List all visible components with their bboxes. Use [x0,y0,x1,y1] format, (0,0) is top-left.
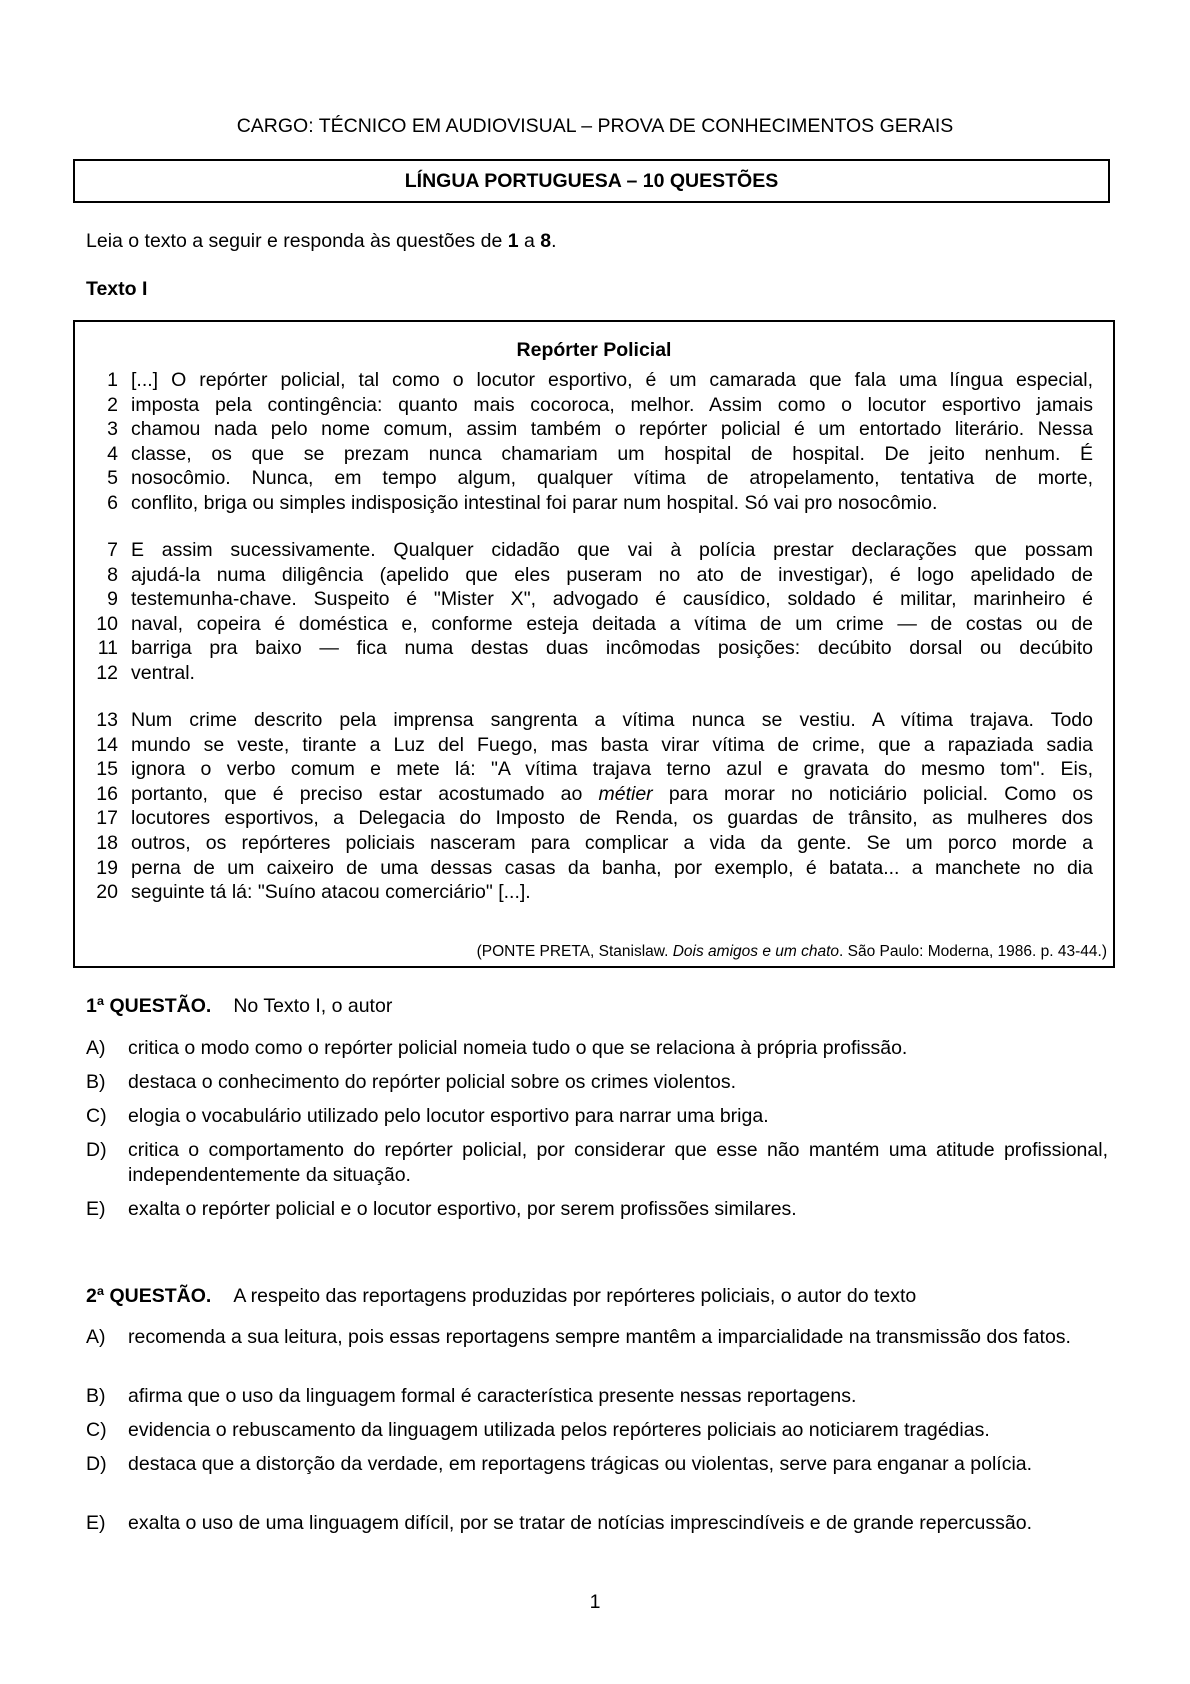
question-2-option-c[interactable] [86,1418,1108,1443]
option-letter: D) [86,1453,107,1475]
option-letter: C) [86,1105,107,1127]
question-number: 1ª QUESTÃO. [86,995,212,1017]
line-number: 8 [107,563,118,586]
line-text: outros, os repórteres policiais nasceram para complicar a vida da gente. Se um porco morde a [131,831,1093,854]
line-text: mundo se veste, tirante a Luz del Fuego, mas basta virar vítima de crime, que a rapaziada sadia [131,733,1093,756]
question-1-option-a[interactable] [86,1036,1108,1061]
option-text: exalta o repórter policial e o locutor esportivo, por serem profissões similares. [128,1198,797,1220]
line-text: E assim sucessivamente. Qualquer cidadão que vai à polícia prestar declarações que possam [131,539,1093,561]
page-number: 1 [589,1591,601,1613]
line-text: portanto, que é preciso estar acostumado ao métier para morar no noticiário policial. Como os [131,782,1093,805]
instruction-from: 1 [507,230,519,252]
option-letter: B) [86,1071,106,1093]
line-text: chamou nada pelo nome comum, assim também o repórter policial é um entortado literário. Nessa [131,418,1093,441]
question-2-option-e[interactable] [86,1511,1108,1536]
text-line [75,733,1113,758]
reading-text-title: Repórter Policial [516,339,672,361]
line-number: 3 [107,418,118,441]
option-letter: A) [86,1037,106,1059]
text-line [75,612,1113,637]
line-number: 11 [97,637,118,660]
line-number: 20 [96,881,118,904]
text-line [75,831,1113,856]
line-number: 5 [107,467,118,490]
option-text: afirma que o uso da linguagem formal é característica presente nessas reportagens. [128,1385,857,1407]
line-number: 4 [107,442,118,465]
line-text: [...] O repórter policial, tal como o locutor esportivo, é um camarada que fala uma língua especial, [131,369,1093,391]
instruction-suffix: . [551,230,557,252]
question-number: 2ª QUESTÃO. [86,1285,212,1307]
option-text: destaca o conhecimento do repórter policial sobre os crimes violentos. [128,1071,737,1093]
line-text: ventral. [131,661,195,684]
option-letter: E) [86,1198,106,1220]
line-number: 6 [107,491,118,514]
question-2-option-a[interactable] [86,1325,1108,1350]
instruction-middle: a [518,230,541,252]
line-text: seguinte tá lá: "Suíno atacou comerciário" [...]. [131,881,531,904]
line-number: 18 [96,831,118,854]
italic-word: métier [598,782,653,805]
option-letter: E) [86,1512,106,1534]
question-stem: No Texto I, o autor [233,995,393,1017]
line-number: 15 [96,758,118,781]
question-1-header [86,994,392,1018]
text-line [75,636,1113,661]
option-text: destaca que a distorção da verdade, em reportagens trágicas ou violentas, serve para enganar a polícia. [128,1453,1033,1475]
exam-role-header: CARGO: TÉCNICO EM AUDIOVISUAL – PROVA DE CONHECIMENTOS GERAIS [236,115,954,137]
line-number: 14 [96,733,118,756]
line-number: 9 [107,588,118,611]
text-line [75,782,1113,807]
text-label: Texto I [86,278,148,300]
option-letter: A) [86,1326,106,1348]
line-text: ajudá-la numa diligência (apelido que eles puseram no ato de investigar), é logo apelidado de [131,563,1093,586]
text-line [75,442,1113,467]
text-line [75,466,1113,491]
question-stem: A respeito das reportagens produzidas por repórteres policiais, o autor do texto [233,1285,917,1307]
text-line [75,757,1113,782]
line-number: 13 [96,709,118,731]
line-text: naval, copeira é doméstica e, conforme esteja deitada a vítima de um crime — de costas ou de [131,612,1093,635]
text-line [75,856,1113,881]
option-text: recomenda a sua leitura, pois essas reportagens sempre mantêm a imparcialidade na transmissão dos fatos. [128,1326,1071,1348]
text-line [75,491,1113,516]
text-line [75,661,1113,686]
line-number: 17 [96,807,118,830]
citation-book-title: Dois amigos e um chato [672,943,840,960]
line-text: testemunha-chave. Suspeito é "Mister X", advogado é causídico, soldado é militar, marinheiro é [131,588,1093,611]
line-number: 16 [96,782,118,805]
option-text: elogia o vocabulário utilizado pelo locutor esportivo para narrar uma briga. [128,1105,769,1127]
line-text: perna de um caixeiro de uma dessas casas da banha, por exemplo, é batata... a manchete no dia [131,856,1093,879]
option-text: critica o comportamento do repórter policial, por considerar que esse não mantém uma atitude profissional, independentemente da situação. [128,1139,1108,1186]
question-1-option-d[interactable] [86,1138,1108,1188]
text-line [75,587,1113,612]
question-1-option-c[interactable] [86,1104,1108,1129]
line-number: 7 [107,539,118,561]
question-2-option-b[interactable] [86,1384,1108,1409]
text-line [75,393,1113,418]
paragraph-1 [75,368,1113,516]
question-1-option-b[interactable] [86,1070,1108,1095]
text-line [75,417,1113,442]
text-line [75,368,1113,393]
instruction-to: 8 [540,230,552,252]
reading-text-box [73,320,1115,968]
text-line [75,538,1113,563]
line-text: classe, os que se prezam nunca chamariam um hospital de hospital. De jeito nenhum. É [131,442,1093,465]
line-text: imposta pela contingência: quanto mais cocoroca, melhor. Assim como o locutor esportivo jamais [131,393,1093,416]
paragraph-3 [75,708,1113,905]
line-text: barriga pra baixo — fica numa destas duas incômodas posições: decúbito dorsal ou decúbito [131,637,1093,660]
line-text: conflito, briga ou simples indisposição intestinal foi parar num hospital. Só vai pro nosocômio. [131,491,938,514]
line-number: 10 [96,612,118,635]
subject-title-box: LÍNGUA PORTUGUESA – 10 QUESTÕES [73,159,1110,203]
text-line [75,708,1113,733]
line-text: Num crime descrito pela imprensa sangrenta a vítima nunca se vestiu. A vítima trajava. Todo [131,709,1093,731]
option-text: critica o modo como o repórter policial nomeia tudo o que se relaciona à própria profissão. [128,1037,908,1059]
line-number: 12 [96,661,118,684]
citation: (PONTE PRETA, Stanislaw. Dois amigos e um chato. São Paulo: Moderna, 1986. p. 43-44.) [476,943,1107,960]
option-text: evidencia o rebuscamento da linguagem utilizada pelos repórteres policiais ao noticiarem tragédias. [128,1419,990,1441]
paragraph-2 [75,538,1113,686]
text-line [75,563,1113,588]
line-number: 1 [107,369,118,391]
line-text: ignora o verbo comum e mete lá: "A vítima trajava terno azul e gravata do mesmo tom". Eis, [131,758,1093,781]
text-line [75,806,1113,831]
line-number: 19 [96,856,118,879]
option-letter: C) [86,1419,107,1441]
option-text: exalta o uso de uma linguagem difícil, por se tratar de notícias imprescindíveis e de grande repercussão. [128,1512,1032,1534]
question-2-header [86,1284,916,1308]
line-number: 2 [107,393,118,416]
question-1-option-e[interactable] [86,1197,1108,1222]
question-2-option-d[interactable] [86,1452,1108,1477]
line-text: locutores esportivos, a Delegacia do Imposto de Renda, os guardas de trânsito, as mulheres dos [131,807,1093,830]
option-letter: B) [86,1385,106,1407]
instruction-text [86,229,557,253]
instruction-prefix: Leia o texto a seguir e responda às questões de [86,230,508,252]
option-letter: D) [86,1139,107,1161]
line-text: nosocômio. Nunca, em tempo algum, qualquer vítima de atropelamento, tentativa de morte, [131,467,1093,490]
text-line [75,880,1113,905]
